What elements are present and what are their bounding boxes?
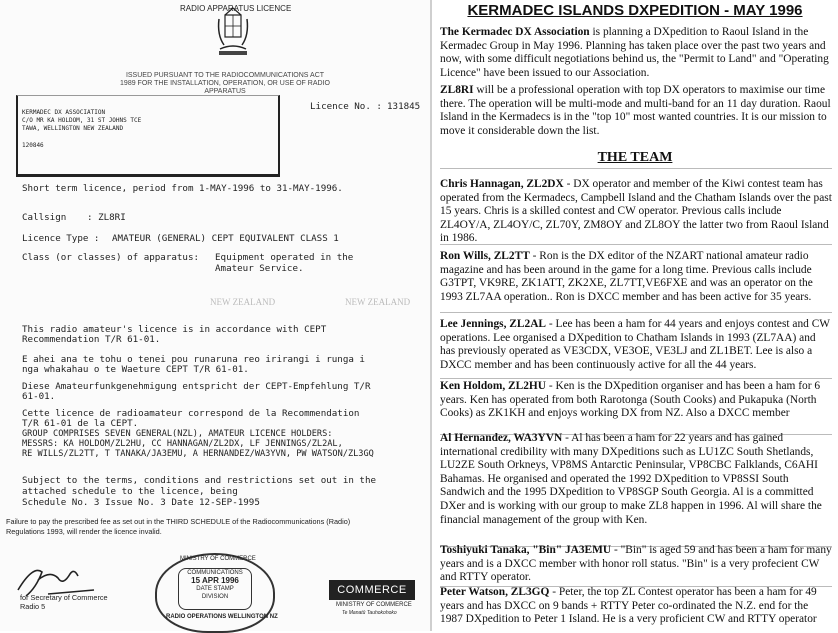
group-line: GROUP COMPRISES SEVEN GENERAL(NZL), AMATEUR LICENCE HOLDERS: (22, 429, 333, 439)
member-paragraph (440, 318, 832, 372)
member-name: Toshiyuki Tanaka, "Bin" JA3EMU (440, 544, 612, 556)
member-bio: - Lee has been a ham for 44 years and enjoys contest and CW operations. Lee organised a DXpedition to Chatham Islands in 1993 (ZL7AA) and has previously operated as VE3CDX, VE3OE, VE3LJ and ZL1BET. Lee is also a DXCC member and has been continuously active for all the 44 years. (440, 318, 830, 371)
class-value: Amateur Service. (215, 263, 304, 274)
licence-type-label: Licence Type : (22, 233, 100, 244)
stamp-inner-box (178, 568, 252, 610)
intro-paragraph (440, 26, 832, 80)
watermark-text: NEW ZEALAND (345, 297, 411, 307)
member-name: Chris Hannagan, ZL2DX (440, 178, 564, 190)
cept-maori: nga whakahau o te Waeture CEPT T/R 61-01. (22, 364, 249, 375)
zl8ri-paragraph (440, 84, 832, 138)
nz-coat-of-arms-icon (216, 5, 250, 67)
signature-caption: Radio 5 (20, 602, 46, 611)
licence-type-value: AMATEUR (GENERAL) CEPT EQUIVALENT CLASS 1 (112, 233, 339, 244)
divider-line (440, 244, 832, 245)
member-bio: - Ken is the DXpedition organiser and has been a ham for 6 years. Ken has operated from both Rarotonga (South Cooks) and Pukapuka (North Cooks) as ZK1KH and enjoys working DX from NZ. Also a DXCC member (440, 380, 821, 420)
stamp-line: COMMUNICATIONS (187, 570, 243, 576)
team-heading: THE TEAM (597, 150, 673, 165)
commerce-logo: COMMERCE (329, 580, 415, 600)
cept-maori: E ahei ana te tohu o tenei pou runaruna reo irirangi i runga i (22, 354, 365, 365)
address-code: 120846 (22, 142, 44, 149)
member-bio: - "Bin" is aged 59 and has been a ham for many years and is a DXCC member with honor roll status. "Bin" is a very profecient CW and RTTY operator. (440, 544, 832, 584)
divider-line (440, 378, 832, 379)
failure-notice: Failure to pay the prescribed fee as set out in the THIRD SCHEDULE of the Radiocommunications (Radio) (6, 517, 351, 526)
member-paragraph (440, 250, 832, 304)
address-line: KERMADEC DX ASSOCIATION (22, 109, 106, 116)
zl8ri-bold: ZL8RI (440, 84, 474, 96)
schedule-line: Schedule No. 3 Issue No. 3 Date 12-SEP-1995 (22, 497, 260, 508)
member-paragraph (440, 544, 832, 585)
member-bio: - Al has been a ham for 22 years and has gained international credibility with many DXpeditions such as LU1ZC South Shetlands, LU2ZE South Orkneys, VP8MS Antarctic Peninsular, VP8CBC Falklands, C6AHI Bahamas. He organised and operated the 1992 DXpedition to VP8SSI South Sandwich and the 1995 DXpedition to VP8SGP South Georgia. Al is a committed DXer and is working with our group to make ZL8 happen in 1996. Al will share the financial management of the group with Ken. (440, 432, 822, 526)
issued-pursuant-text: ISSUED PURSUANT TO THE RADIOCOMMUNICATIONS ACT 1989 FOR THE INSTALLATION, OPERATION, OR USE OF RADIO APPARATUS (120, 72, 330, 95)
member-bio: - DX operator and member of the Kiwi contest team has operated from the Kermadecs, Campbell Island and the Chatham Islands over the past 15 years. Chris is a skilled contest and CW operator. Previous calls include ZL4OY/A, ZL4OY/C, ZL70Y, ZM8OY and ZL8OY the latter two from Raoul Island in 1986. (440, 178, 832, 245)
class-label: Class (or classes) of apparatus: (22, 252, 200, 263)
member-bio: - Ron is the DX editor of the NZART national amateur radio magazine and has been around in the game for a long time. Previous calls include G3TPT, VK9RE, ZK1ATT, ZK2XE, ZL7TT,VE6FXE and was an operator on the 1993 ZL7AA operation.. Ron is DXCC member and has been active for 35 years. (440, 250, 813, 303)
class-value: Equipment operated in the (215, 252, 354, 263)
group-line: MESSRS: KA HOLDOM/ZL2HU, CC HANNAGAN/ZL2DX, LF JENNINGS/ZL2AL, (22, 439, 343, 449)
cept-german: 61-01. (22, 391, 56, 402)
cept-french: Cette licence de radioamateur correspond de la Recommendation (22, 408, 360, 419)
licence-title: RADIO APPARATUS LICENCE (180, 4, 292, 13)
intro-bold: The Kermadec DX Association (440, 26, 590, 38)
cept-french: T/R 61-01 de la CEPT. (22, 418, 139, 429)
subject-terms: attached schedule to the licence, being (22, 486, 238, 497)
divider-line (440, 168, 832, 169)
zl8ri-text: will be a professional operation with top DX operators to maximise our time there. The operation will be multi-mode and multi-band for an 11 day duration. Raoul Island in the Kermadecs is in the "top 10" most wanted countries. It is our mission to move it considerable down the list. (440, 84, 831, 137)
cept-english: Recommendation T/R 61-01. (22, 334, 161, 345)
failure-notice: Regulations 1993, will render the licence invalid. (6, 527, 162, 536)
address-line: C/O MR KA HOLDOM, 31 ST JOHNS TCE (22, 117, 142, 124)
member-name: Peter Watson, ZL3GQ (440, 586, 550, 598)
stamp-line: DATE STAMP (196, 586, 234, 592)
stamp-top-text: MINISTRY OF COMMERCE (180, 556, 256, 562)
callsign-value: : ZL8RI (87, 212, 126, 223)
member-paragraph (440, 432, 832, 527)
address-box (16, 95, 280, 177)
cept-english: This radio amateur's licence is in accordance with CEPT (22, 324, 327, 335)
group-line: RE WILLS/ZL2TT, T TANAKA/JA3EMU, A HERNANDEZ/WA3YVN, PW WATSON/ZL3GQ (22, 449, 374, 459)
member-paragraph (440, 178, 832, 246)
watermark-text: NEW ZEALAND (210, 297, 276, 307)
intro-text: is planning a DXpedition to Raoul Island in the Kermadec Group in May 1996. Planning has taken place over the past two years and now, with some difficult negotiations behind us, the "Permit to Land" and "Operating Licence" have been issued to our Association. (440, 26, 829, 79)
member-name: Lee Jennings, ZL2AL (440, 318, 547, 330)
stamp-date: 15 APR 1996 (191, 576, 239, 585)
commerce-subtitle: MINISTRY OF COMMERCE (336, 602, 412, 608)
dxpedition-page (432, 0, 838, 631)
stamp-bottom-text: RADIO OPERATIONS WELLINGTON NZ (166, 614, 278, 620)
member-paragraph (440, 380, 832, 421)
short-term-period: Short term licence, period from 1-MAY-1996 to 31-MAY-1996. (22, 183, 343, 194)
cept-german: Diese Amateurfunkgenehmigung entspricht der CEPT-Empfehlung T/R (22, 381, 371, 392)
licence-no-value: 131845 (387, 101, 421, 112)
member-name: Ken Holdom, ZL2HU (440, 380, 547, 392)
member-name: Ron Wills, ZL2TT (440, 250, 530, 262)
member-paragraph (440, 586, 832, 627)
licence-no-label: Licence No. : (310, 101, 382, 112)
stamp-line: DIVISION (201, 594, 229, 600)
callsign-label: Callsign (22, 212, 67, 223)
member-bio: - Peter, the top ZL Contest operator has been a ham for 49 years and has DXCC on 9 bands + RTTY Peter co-ordinated the N.Z. end for the 1987 DXpedition to Peter 1 Island. He is a very proficient CW and RTTY operator (440, 586, 817, 626)
divider-line (440, 312, 832, 313)
commerce-subtitle: Te Manatū Tauhokohoko (342, 610, 397, 616)
address-line: TAWA, WELLINGTON NEW ZEALAND (22, 125, 124, 132)
member-name: Al Hernandez, WA3YVN (440, 432, 563, 444)
signature-caption: for Secretary of Commerce (20, 593, 108, 602)
page-title: KERMADEC ISLANDS DXPEDITION - MAY 1996 (467, 2, 803, 19)
subject-terms: Subject to the terms, conditions and restrictions set out in the (22, 475, 377, 486)
